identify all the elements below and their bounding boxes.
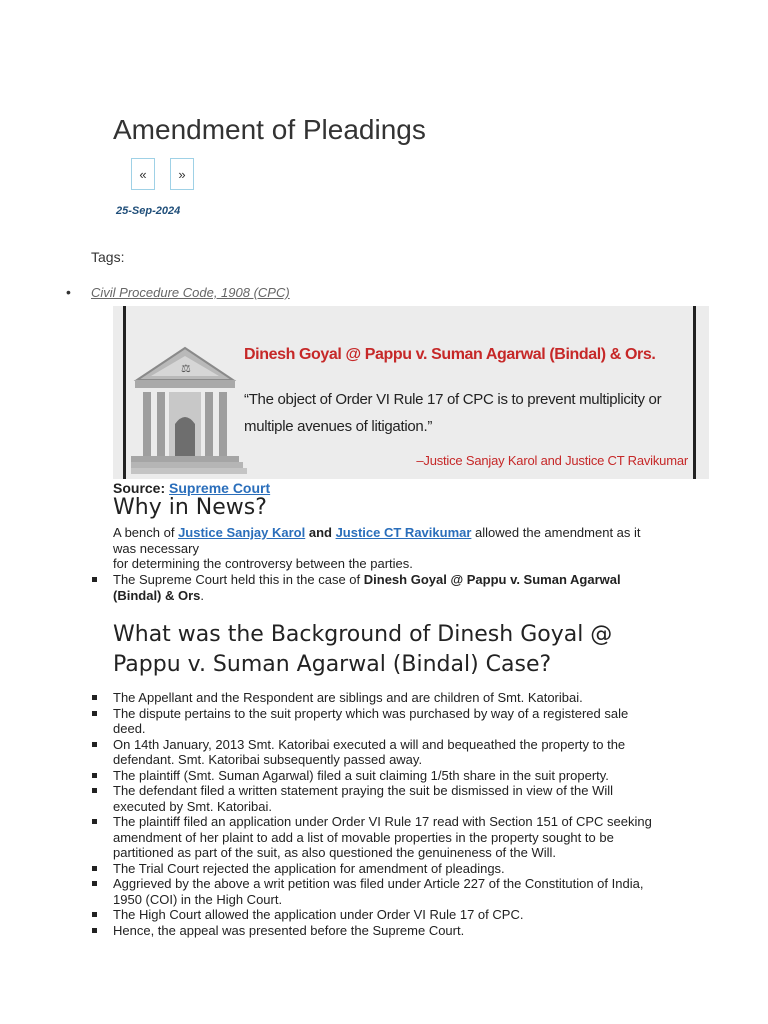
list-item-text: The Supreme Court held this in the case of	[113, 572, 364, 587]
list-item: The plaintiff filed an application under Order VI Rule 17 read with Section 151 of CPC seeking amendment of her plaint to add a list of movable properties in the property sought to be partitioned as part of the suit, as also questioned the genuineness of the Will.	[113, 814, 658, 861]
list-item: Hence, the appeal was presented before the Supreme Court.	[113, 923, 658, 939]
list-item: The High Court allowed the application under Order VI Rule 17 of CPC.	[113, 907, 658, 923]
tag-link[interactable]: Civil Procedure Code, 1908 (CPC)	[91, 285, 290, 300]
background-list	[113, 690, 658, 938]
article-banner-image	[113, 306, 709, 479]
tags-label: Tags:	[91, 249, 125, 265]
paragraph-text: allowed the amendment as it was necessary	[113, 525, 641, 556]
banner-quote: “The object of Order VI Rule 17 of CPC is to prevent multiplicity or multiple avenues of litigation.”	[244, 391, 662, 435]
list-item: The dispute pertains to the suit property which was purchased by way of a registered sale deed.	[113, 706, 658, 737]
bullet-icon: •	[66, 284, 71, 300]
list-item: On 14th January, 2013 Smt. Katoribai executed a will and bequeathed the property to the defendant. Smt. Katoribai subsequently passed away.	[113, 737, 658, 768]
courthouse-icon	[131, 340, 249, 478]
next-article-button[interactable]: »	[170, 158, 194, 190]
list-item: The Appellant and the Respondent are siblings and are children of Smt. Katoribai.	[113, 690, 658, 706]
list-item: The plaintiff (Smt. Suman Agarwal) filed a suit claiming 1/5th share in the suit property.	[113, 768, 658, 784]
and-text: and	[305, 525, 336, 540]
judge-link-sanjay-karol[interactable]: Justice Sanjay Karol	[178, 525, 306, 540]
judge-link-ct-ravikumar[interactable]: Justice CT Ravikumar	[335, 525, 472, 540]
banner-case-title: Dinesh Goyal @ Pappu v. Suman Agarwal (Bindal) & Ors.	[244, 346, 656, 363]
why-in-news-paragraph	[113, 525, 658, 572]
previous-article-button[interactable]: «	[131, 158, 155, 190]
banner-left-rule	[123, 306, 126, 479]
list-item: The Trial Court rejected the application for amendment of pleadings.	[113, 861, 658, 877]
banner-right-rule	[693, 306, 696, 479]
background-heading: What was the Background of Dinesh Goyal @ Pappu v. Suman Agarwal (Bindal) Case?	[113, 622, 613, 677]
list-item: Aggrieved by the above a writ petition was filed under Article 227 of the Constitution of India, 1950 (COI) in the High Court.	[113, 876, 658, 907]
svg-text:⚖: ⚖	[181, 363, 191, 375]
paragraph-text: A bench of	[113, 525, 179, 540]
list-item-text: .	[200, 587, 205, 603]
why-in-news-heading: Why in News?	[113, 495, 267, 520]
why-in-news-list	[113, 572, 658, 603]
paragraph-text: for determining the controversy between the parties.	[113, 556, 413, 571]
list-item	[113, 572, 658, 603]
publish-date: 25-Sep-2024	[116, 205, 181, 217]
case-name: Dinesh Goyal @ Pappu v. Suman Agarwal (Bindal) & Ors	[113, 572, 621, 603]
source-link[interactable]: Supreme Court	[169, 480, 271, 496]
banner-attribution: –Justice Sanjay Karol and Justice CT Ravikumar	[416, 453, 688, 468]
source-label: Source:	[113, 480, 166, 496]
page-title: Amendment of Pleadings	[113, 114, 426, 145]
list-item: The defendant filed a written statement praying the suit be dismissed in view of the Will executed by Smt. Katoribai.	[113, 783, 658, 814]
